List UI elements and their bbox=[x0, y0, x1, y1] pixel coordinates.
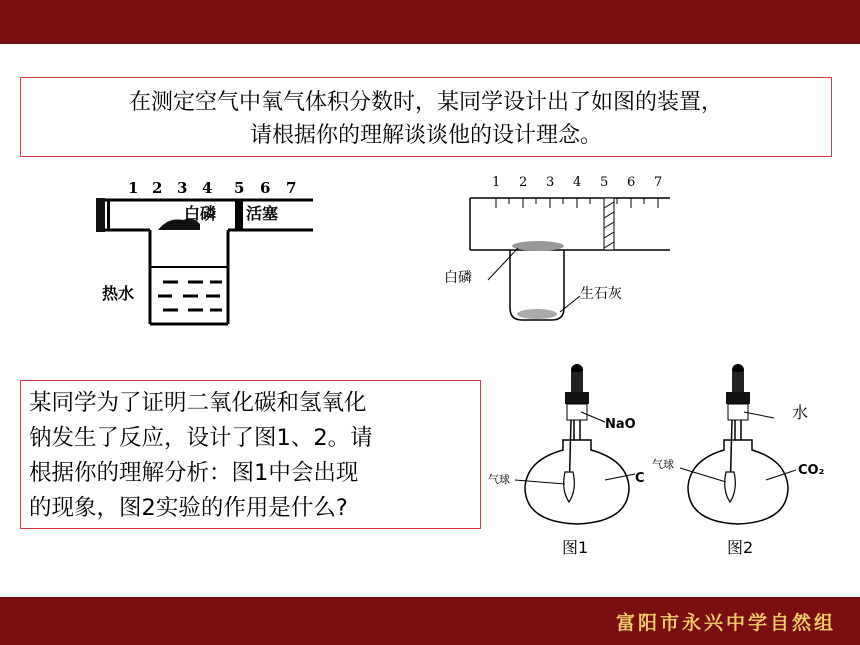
scale-label: 3 bbox=[546, 175, 555, 190]
scale-label: 4 bbox=[202, 179, 213, 197]
figure-2-caption: 图2 bbox=[727, 538, 754, 557]
apparatus-piston-tube bbox=[88, 172, 318, 332]
scale-label: 2 bbox=[152, 179, 163, 197]
scale-label: 6 bbox=[627, 175, 636, 190]
label-quicklime: 生石灰 bbox=[580, 286, 622, 302]
scale-label: 5 bbox=[234, 179, 245, 197]
label-phosphorus: 白磷 bbox=[444, 270, 472, 286]
scale-label: 7 bbox=[286, 179, 297, 197]
label-phosphorus: 白磷 bbox=[184, 204, 217, 223]
question-2-line-4: 的现象，图2实验的作用是什么? bbox=[29, 495, 348, 521]
label-piston: 活塞 bbox=[246, 204, 279, 223]
question-2-line-3: 根据你的理解分析：图1中会出现 bbox=[29, 460, 359, 486]
label-balloon: 气球 bbox=[488, 473, 510, 486]
question-box-1 bbox=[20, 77, 832, 157]
top-banner bbox=[0, 0, 860, 44]
label-hot-water: 热水 bbox=[102, 284, 135, 303]
label-naoh: NaO bbox=[605, 417, 636, 432]
apparatus-quicklime-tube bbox=[440, 168, 680, 328]
question-1-line-2: 请根据你的理解谈谈他的设计理念。 bbox=[249, 123, 602, 148]
scale-label: 4 bbox=[573, 175, 582, 190]
scale-label: 2 bbox=[519, 175, 528, 190]
figure-2-flask bbox=[650, 362, 840, 532]
question-1-line-1: 在测定空气中氧气体积分数时，某同学设计出了如图的装置， bbox=[128, 90, 723, 115]
figure-1-flask bbox=[485, 362, 650, 532]
footer-school-name: 富阳市永兴中学自然组 bbox=[615, 612, 836, 634]
label-balloon: 气球 bbox=[652, 458, 674, 471]
question-2-line-1: 某同学为了证明二氧化碳和氢氧化 bbox=[29, 390, 367, 416]
label-co2: C bbox=[635, 471, 645, 486]
scale-label: 3 bbox=[177, 179, 188, 197]
question-box-2 bbox=[20, 380, 481, 529]
scale-label: 6 bbox=[260, 179, 271, 197]
scale-label: 7 bbox=[654, 175, 663, 190]
question-2-line-2: 钠发生了反应，设计了图1、2。请 bbox=[29, 425, 373, 451]
label-co2: CO₂ bbox=[798, 463, 825, 478]
figure-1-caption: 图1 bbox=[562, 538, 589, 557]
label-water: 水 bbox=[792, 403, 809, 422]
scale-label: 1 bbox=[492, 175, 501, 190]
scale-label: 5 bbox=[600, 175, 609, 190]
scale-label: 1 bbox=[128, 179, 139, 197]
